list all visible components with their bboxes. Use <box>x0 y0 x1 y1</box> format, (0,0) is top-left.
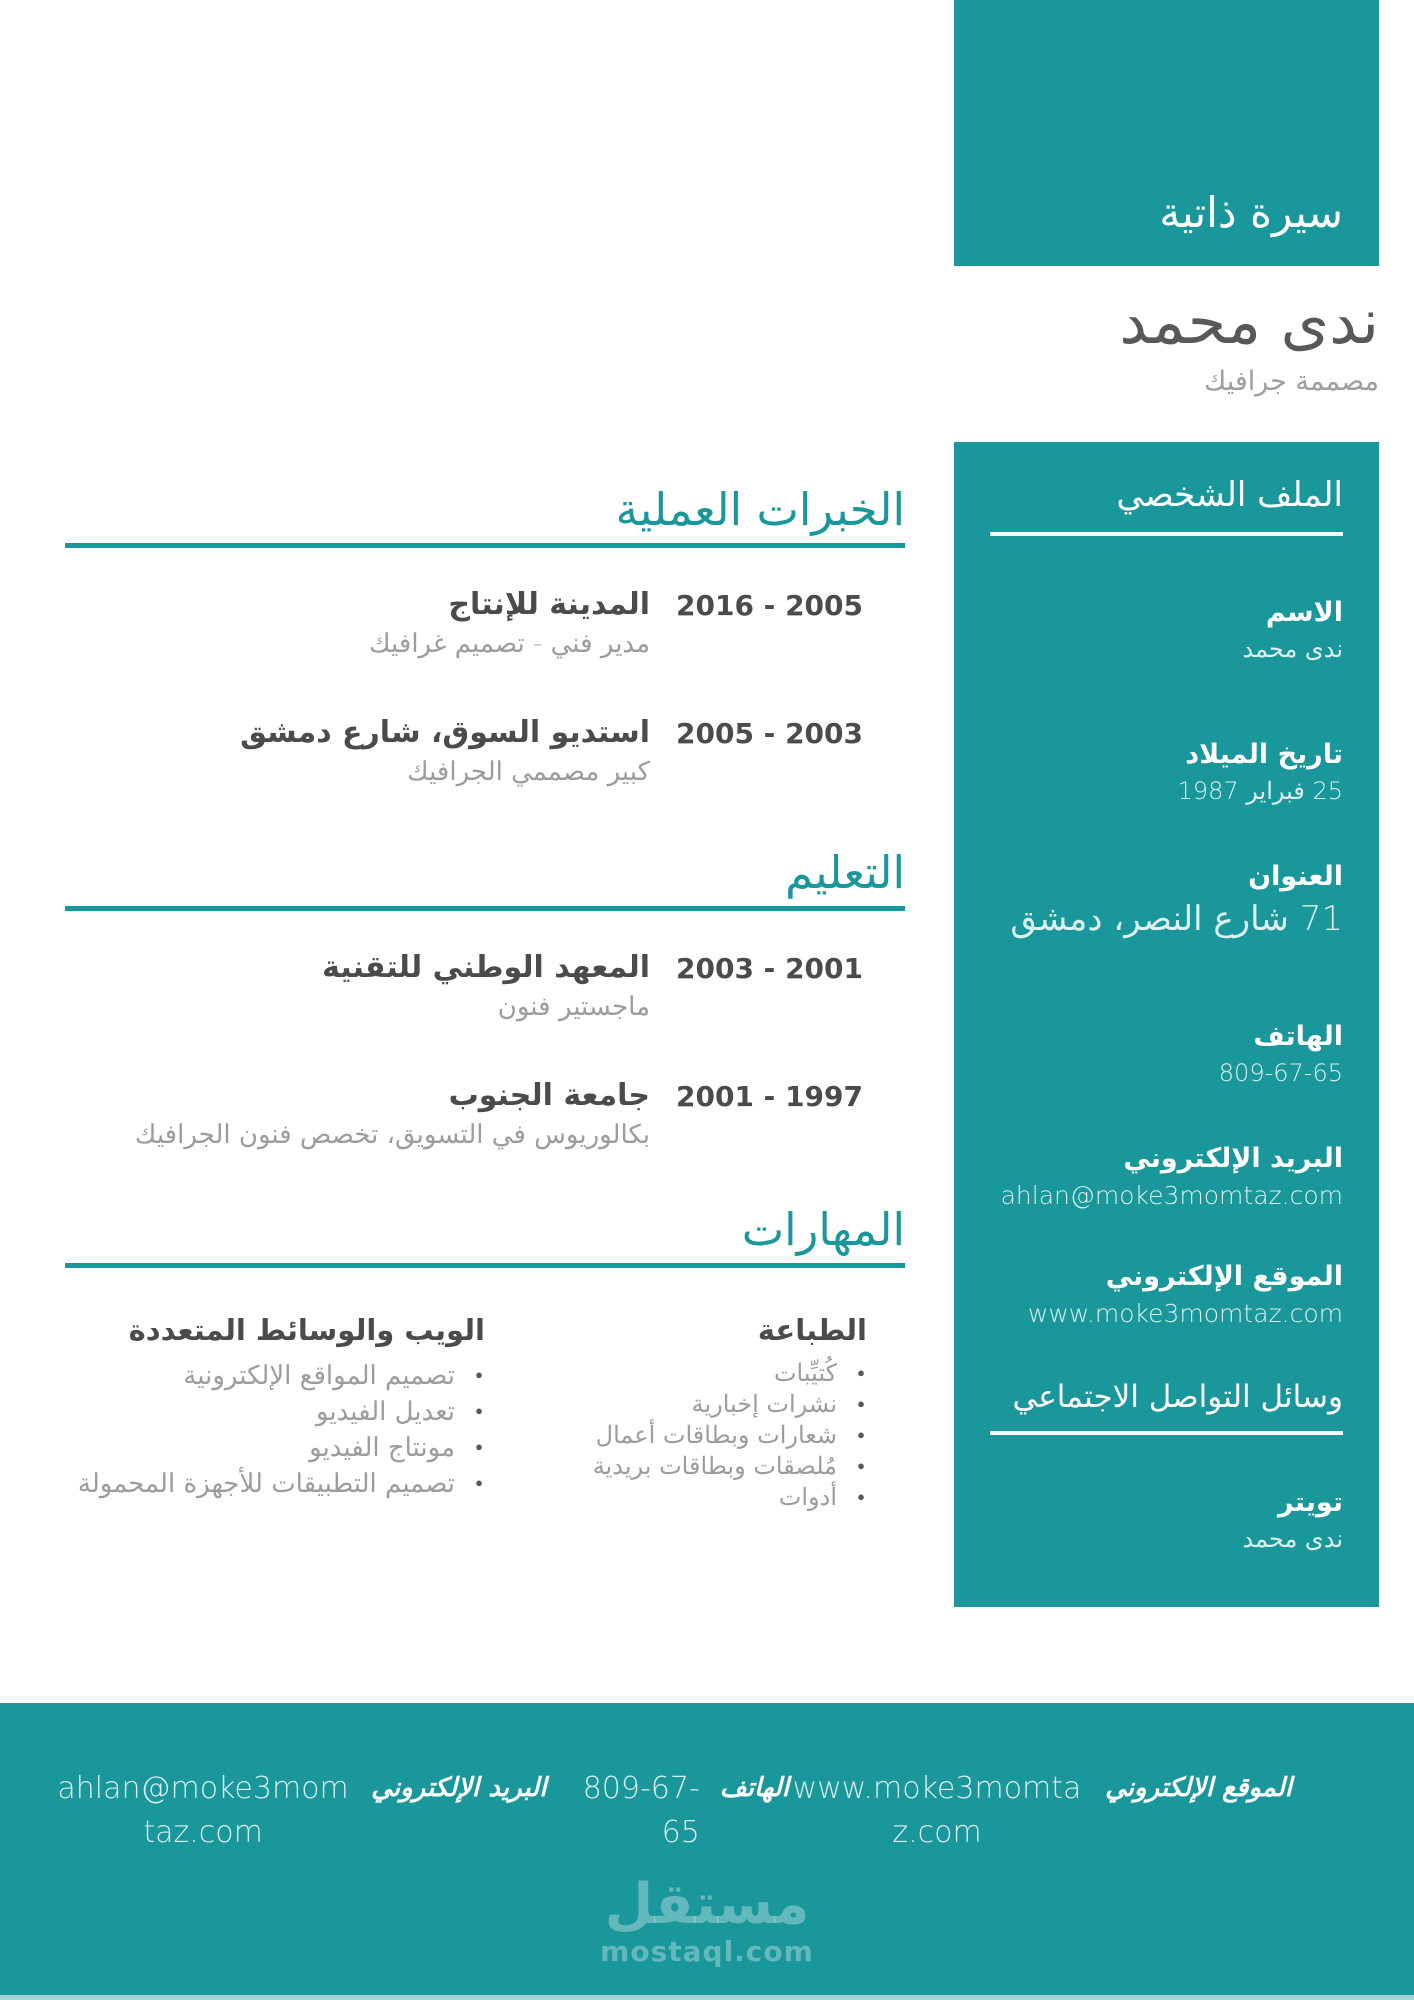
field-birthdate-value: 25 فبراير 1987 <box>1177 777 1343 805</box>
skill-item: ● تعديل الفيديو <box>65 1394 485 1430</box>
footer-email-label: البريد الإلكتروني <box>371 1773 547 1803</box>
field-website <box>990 1258 1343 1331</box>
education-divider <box>65 906 905 911</box>
field-name <box>990 594 1343 666</box>
experience-divider <box>65 543 905 548</box>
experience-entry-org: استديو السوق، شارع دمشق <box>240 715 650 750</box>
education-entry-body <box>65 1075 650 1153</box>
sidebar-social-divider <box>990 1431 1343 1435</box>
experience-entry-date: 2003 - 2005 <box>676 717 863 750</box>
skills-web-heading: الويب والوسائط المتعددة <box>128 1313 485 1347</box>
mostaql-domain: mostaql.com <box>600 1935 814 1968</box>
mostaql-logo: مستقل <box>604 1872 810 1937</box>
skill-item: ● تصميم المواقع الإلكترونية <box>65 1358 485 1394</box>
skill-item: ● كُتيِّبات <box>530 1358 867 1389</box>
experience-entry <box>65 584 905 662</box>
section-education <box>65 846 905 1153</box>
skill-item: ● أدوات <box>530 1482 867 1513</box>
cv-badge <box>954 0 1379 266</box>
field-phone <box>990 1018 1343 1090</box>
footer-email-value[interactable]: ahlan@moke3momtaz.com <box>57 1771 349 1850</box>
experience-entry-body <box>65 584 650 662</box>
experience-entry-date: 2005 - 2016 <box>676 589 863 622</box>
skills-divider <box>65 1263 905 1268</box>
field-name-value: ندى محمد <box>1242 635 1343 663</box>
cv-badge-label: سيرة ذاتية <box>1159 188 1343 237</box>
field-phone-value: 809-67-65 <box>1218 1059 1343 1087</box>
skill-item: ● تصميم التطبيقات للأجهزة المحمولة <box>65 1466 485 1502</box>
skill-item: ● نشرات إخبارية <box>530 1389 867 1420</box>
skills-web-list <box>65 1358 485 1502</box>
skills-columns <box>65 1310 905 1513</box>
field-email-label: البريد الإلكتروني <box>1123 1143 1343 1174</box>
field-birthdate <box>990 736 1343 808</box>
education-entry-role: ماجستير فنون <box>497 992 650 1022</box>
skills-print-heading: الطباعة <box>757 1313 867 1347</box>
experience-entry <box>65 712 905 790</box>
education-entry-body <box>65 947 650 1025</box>
field-phone-label: الهاتف <box>1253 1021 1343 1052</box>
field-twitter <box>990 1484 1343 1556</box>
field-birthdate-label: تاريخ الميلاد <box>1185 739 1343 770</box>
education-entry-date: 2001 - 2003 <box>676 952 863 985</box>
education-entry-role: بكالوريوس في التسويق، تخصص فنون الجرافيك <box>134 1120 650 1150</box>
experience-entry-role: كبير مصممي الجرافيك <box>407 757 650 787</box>
experience-entry-body <box>65 712 650 790</box>
education-entry-org: جامعة الجنوب <box>448 1078 650 1113</box>
education-entry-org: المعهد الوطني للتقنية <box>322 950 650 985</box>
skills-print-list <box>530 1358 867 1513</box>
header-name-block <box>1119 280 1379 400</box>
mostaql-watermark <box>600 1874 814 1968</box>
skills-column-web <box>65 1310 485 1513</box>
field-email <box>990 1140 1343 1213</box>
field-email-value[interactable]: ahlan@moke3momtaz.com <box>1000 1181 1343 1210</box>
section-skills <box>65 1203 905 1513</box>
field-address-label: العنوان <box>1248 861 1343 892</box>
main-content <box>65 455 905 1513</box>
experience-entry-org: المدينة للإنتاج <box>448 587 650 622</box>
field-name-label: الاسم <box>1265 597 1343 628</box>
field-address-value: 71 شارع النصر، دمشق <box>1010 899 1343 939</box>
education-entry <box>65 1075 905 1153</box>
field-address <box>990 858 1343 942</box>
field-twitter-value[interactable]: ندى محمد <box>1242 1525 1343 1553</box>
sidebar-social-title: وسائل التواصل الاجتماعي <box>1012 1379 1343 1415</box>
skills-title: المهارات <box>741 1203 905 1256</box>
education-entry <box>65 947 905 1025</box>
footer-website-label: الموقع الإلكتروني <box>1105 1773 1292 1803</box>
experience-entry-role: مدير فني - تصميم غرافيك <box>369 629 650 659</box>
sidebar-title: الملف الشخصي <box>1116 475 1343 515</box>
person-name: ندى محمد <box>1119 285 1379 358</box>
sidebar-divider <box>990 532 1343 536</box>
profile-sidebar <box>954 442 1379 1607</box>
footer-phone-label: الهاتف <box>719 1773 789 1803</box>
field-website-value[interactable]: www.moke3momtaz.com <box>1027 1299 1343 1328</box>
education-title: التعليم <box>785 846 905 899</box>
footer-phone-value[interactable]: 809-67-65 <box>582 1771 700 1850</box>
skill-item: ● مُلصقات وبطاقات بريدية <box>530 1451 867 1482</box>
section-experience <box>65 483 905 790</box>
footer-website-group <box>789 1767 1292 1855</box>
skill-item: ● شعارات وبطاقات أعمال <box>530 1420 867 1451</box>
education-entry-date: 1997 - 2001 <box>676 1080 863 1113</box>
person-job-title: مصممة جرافيك <box>1203 366 1379 397</box>
field-website-label: الموقع الإلكتروني <box>1105 1261 1343 1292</box>
skill-item: ● مونتاج الفيديو <box>65 1430 485 1466</box>
footer-email-group <box>55 1767 546 1855</box>
footer-phone-group <box>546 1767 789 1855</box>
experience-title: الخبرات العملية <box>615 483 905 536</box>
field-twitter-label: تويتر <box>1277 1487 1343 1518</box>
page-bottom-edge <box>0 1995 1414 2000</box>
skills-column-print <box>485 1310 905 1513</box>
footer-website-value[interactable]: www.moke3momtaz.com <box>792 1771 1082 1850</box>
